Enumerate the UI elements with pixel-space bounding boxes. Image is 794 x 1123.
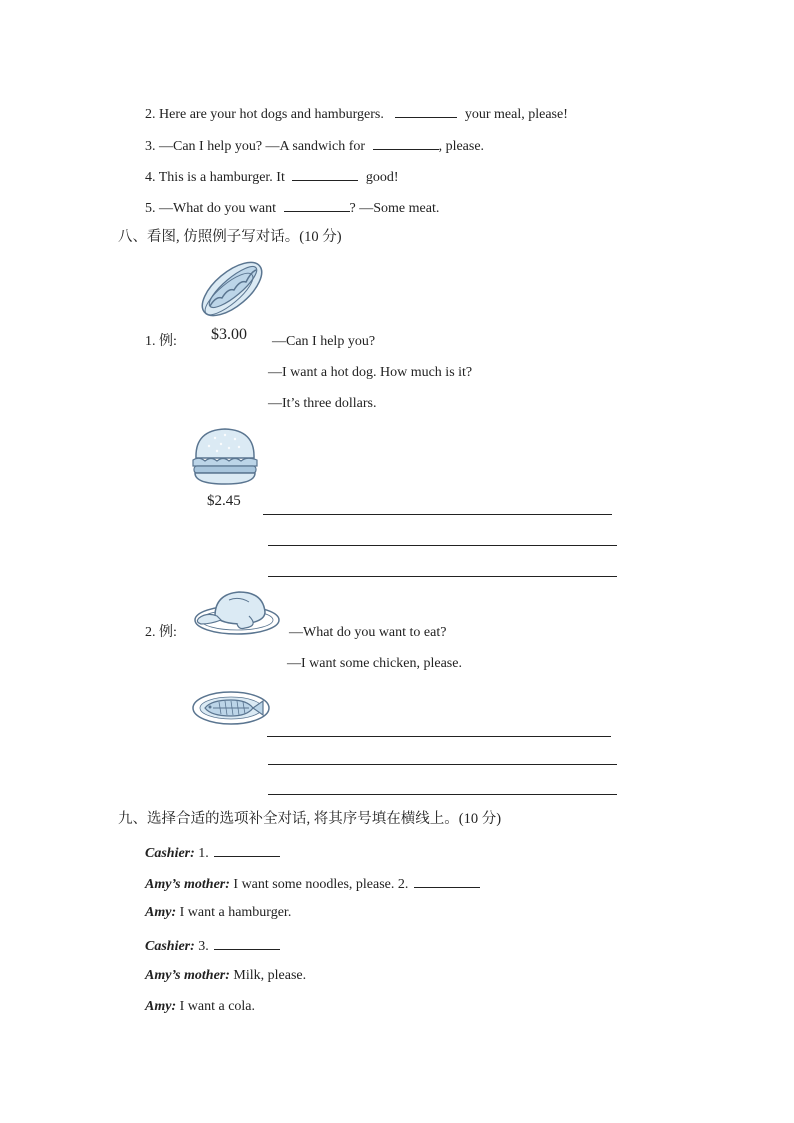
- dialogue-line-6: Amy: I want a cola.: [145, 999, 256, 1014]
- question-2: 2. Here are your hot dogs and hamburgers. your meal, please!: [145, 103, 568, 124]
- question-4: 4. This is a hamburger. It good!: [145, 166, 399, 187]
- example-1-label: 1. 例:: [145, 334, 177, 349]
- speaker: Cashier:: [145, 846, 195, 861]
- speaker: Amy’s mother:: [145, 968, 230, 983]
- example-2-label: 2. 例:: [145, 625, 177, 640]
- example-line: —I want some chicken, please.: [287, 656, 462, 671]
- roast-chicken-icon: [193, 586, 281, 638]
- question-3: 3. —Can I help you? —A sandwich for , please.: [145, 135, 484, 156]
- speaker: Amy:: [145, 905, 177, 920]
- example-line: —Can I help you?: [272, 334, 376, 349]
- section-9-heading: 九、选择合适的选项补全对话, 将其序号填在横线上。(10 分): [118, 811, 502, 827]
- answer-blank[interactable]: [292, 166, 358, 181]
- dialogue-line-4: Cashier: 3.: [145, 935, 280, 956]
- hamburger-price: $2.45: [207, 493, 241, 509]
- answer-line[interactable]: [268, 794, 617, 795]
- answer-blank[interactable]: [214, 935, 280, 950]
- dialogue-line-5: Amy’s mother: Milk, please.: [145, 968, 307, 983]
- answer-line[interactable]: [267, 736, 611, 737]
- fish-plate-icon: [191, 688, 271, 728]
- section-8-heading: 八、看图, 仿照例子写对话。(10 分): [118, 229, 342, 245]
- dialogue-line-1: Cashier: 1.: [145, 842, 280, 863]
- answer-line[interactable]: [263, 514, 612, 515]
- speaker: Cashier:: [145, 939, 195, 954]
- speaker: Amy:: [145, 999, 177, 1014]
- answer-blank[interactable]: [414, 873, 480, 888]
- answer-blank[interactable]: [284, 197, 350, 212]
- answer-blank[interactable]: [373, 135, 439, 150]
- answer-blank[interactable]: [214, 842, 280, 857]
- hamburger-icon: [191, 426, 259, 488]
- speaker: Amy’s mother:: [145, 877, 230, 892]
- hot-dog-price: $3.00: [211, 326, 247, 343]
- hot-dog-icon: [196, 256, 268, 322]
- question-5: 5. —What do you want ? —Some meat.: [145, 197, 439, 218]
- dialogue-line-3: Amy: I want a hamburger.: [145, 905, 292, 920]
- answer-line[interactable]: [268, 764, 617, 765]
- dialogue-line-2: Amy’s mother: I want some noodles, please. 2.: [145, 873, 480, 894]
- example-line: —It’s three dollars.: [268, 396, 377, 411]
- answer-line[interactable]: [268, 576, 617, 577]
- example-line: —I want a hot dog. How much is it?: [268, 365, 473, 380]
- answer-line[interactable]: [268, 545, 617, 546]
- example-line: —What do you want to eat?: [289, 625, 447, 640]
- answer-blank[interactable]: [395, 103, 457, 118]
